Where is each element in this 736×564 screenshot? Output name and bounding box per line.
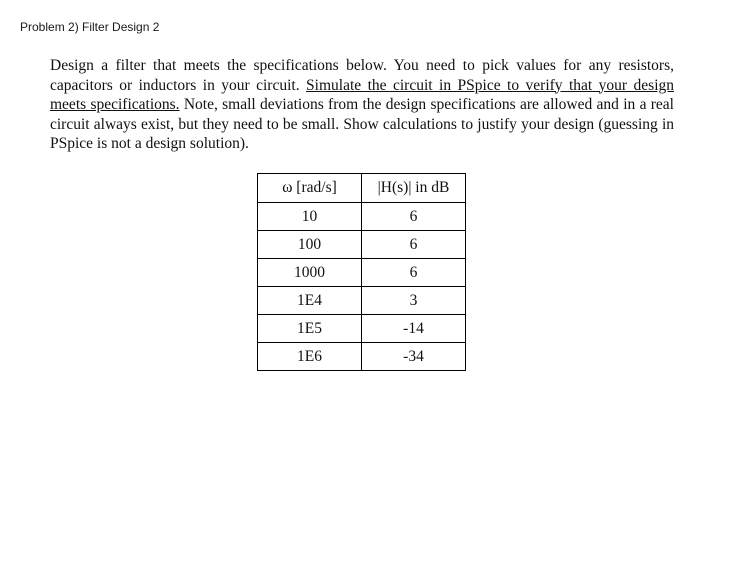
frequency-cell: 100 (258, 231, 362, 259)
magnitude-cell: 6 (362, 203, 466, 231)
description-text-2: Note, small deviations from the design specifications are allowed and in a real circuit always exist, but they need to be small. Show calculations to justify your design (guessing in PSpice is not a design solution). (50, 96, 674, 152)
problem-heading: Problem 2) Filter Design 2 (20, 20, 160, 34)
table-row (258, 315, 466, 343)
frequency-cell: 1E6 (258, 343, 362, 371)
magnitude-cell: -14 (362, 315, 466, 343)
description-text-1: Design a filter that meets the specifications below. You need to pick values for any resistors, capacitors or inductors in your circuit. (50, 57, 674, 94)
frequency-cell: 1E5 (258, 315, 362, 343)
table-row (258, 343, 466, 371)
magnitude-cell: 6 (362, 231, 466, 259)
problem-description (50, 56, 674, 154)
magnitude-cell: -34 (362, 343, 466, 371)
magnitude-cell: 6 (362, 259, 466, 287)
column-header-magnitude: |H(s)| in dB (362, 174, 466, 203)
table-header-row (258, 174, 466, 203)
description-underlined-requirement: Simulate the circuit in PSpice to verify that your design meets specifications. (50, 76, 675, 113)
specification-table (257, 173, 466, 371)
table-row (258, 203, 466, 231)
frequency-cell: 1000 (258, 259, 362, 287)
magnitude-cell: 3 (362, 287, 466, 315)
frequency-cell: 1E4 (258, 287, 362, 315)
table-row (258, 259, 466, 287)
frequency-cell: 10 (258, 203, 362, 231)
table-row (258, 287, 466, 315)
table-row (258, 231, 466, 259)
column-header-frequency: ω [rad/s] (258, 174, 362, 203)
